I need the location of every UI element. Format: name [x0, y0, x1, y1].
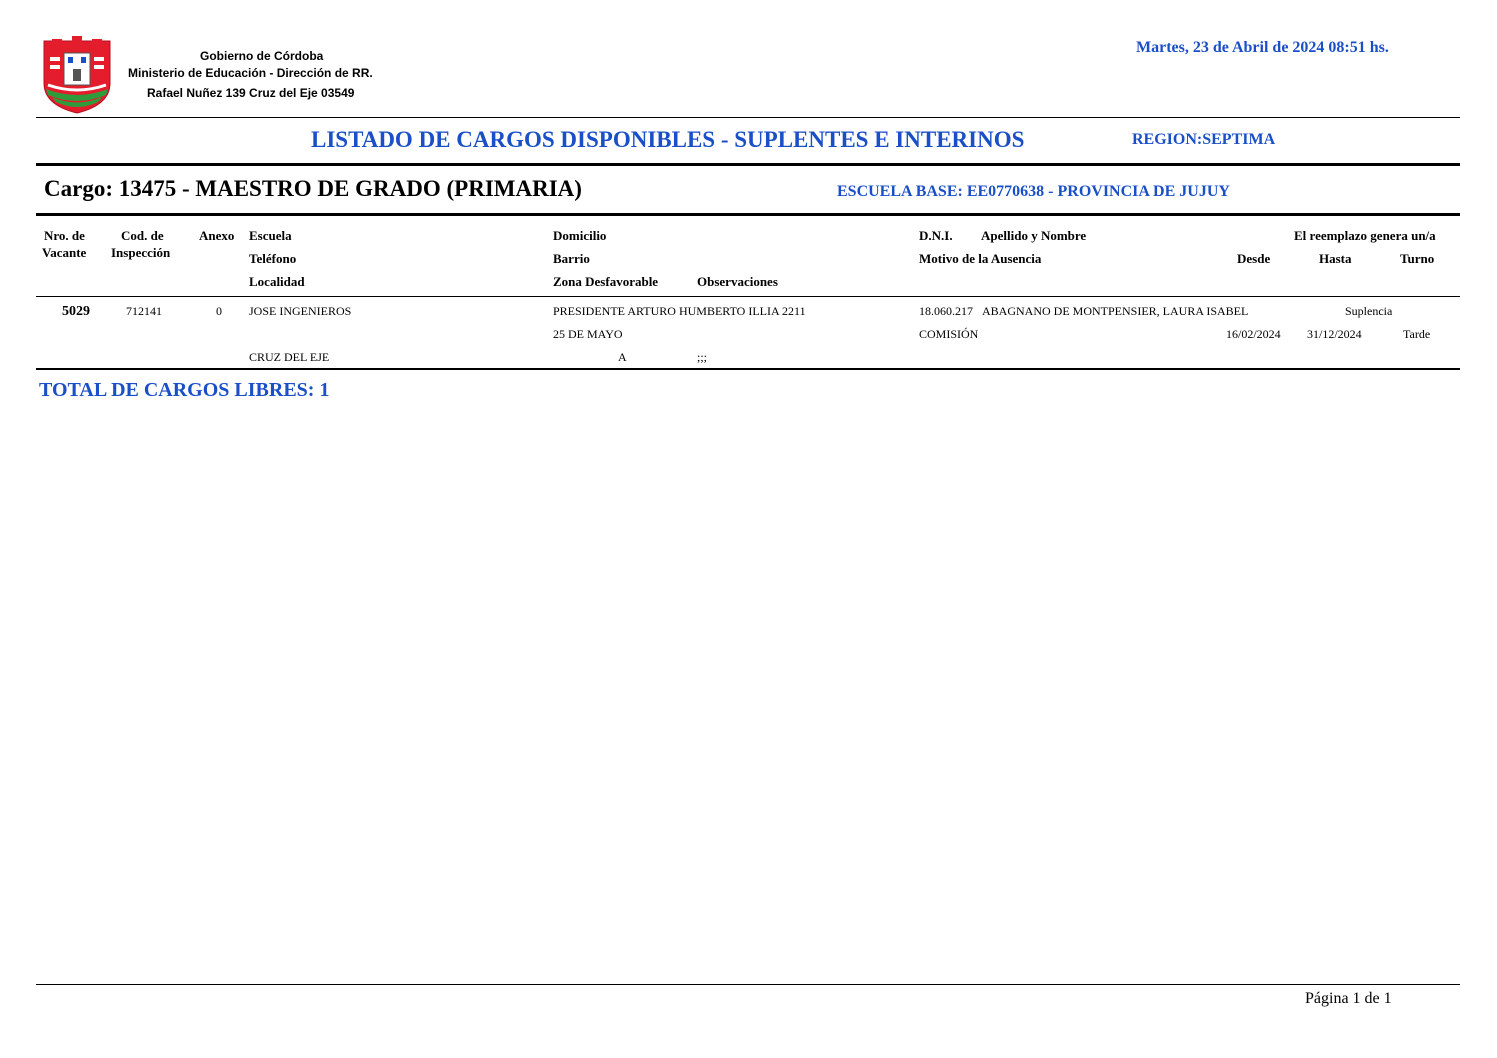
row-escuela: JOSE INGENIEROS — [249, 304, 352, 318]
row-turno: Tarde — [1403, 327, 1431, 341]
title-divider — [36, 163, 1460, 166]
cordoba-coat-of-arms-logo — [38, 35, 116, 115]
col-hasta: Hasta — [1319, 251, 1352, 266]
col-barrio: Barrio — [553, 251, 590, 266]
cargo-value: 13475 - MAESTRO DE GRADO (PRIMARIA) — [118, 176, 582, 201]
row-nro: 5029 — [62, 304, 90, 319]
total-label: TOTAL DE CARGOS LIBRES: — [39, 379, 315, 401]
total-value: 1 — [319, 379, 330, 401]
escuela-base: ESCUELA BASE: EE0770638 - PROVINCIA DE JUJUY — [837, 183, 1230, 200]
page-number: Página 1 de 1 — [1305, 990, 1392, 1007]
col-dni: D.N.I. — [919, 228, 953, 243]
total-cargos — [39, 379, 329, 402]
report-title: LISTADO DE CARGOS DISPONIBLES - SUPLENTES E INTERINOS — [311, 127, 1025, 152]
row-cod: 712141 — [126, 304, 162, 318]
col-domicilio: Domicilio — [553, 228, 607, 243]
columns-divider — [36, 296, 1460, 297]
row-motivo: COMISIÓN — [919, 327, 979, 341]
row-observaciones: ;;; — [697, 350, 708, 364]
cargo-divider — [36, 213, 1460, 216]
row-barrio: 25 DE MAYO — [553, 327, 623, 341]
col-escuela: Escuela — [249, 228, 292, 243]
col-nro-l1: Nro. de — [44, 228, 85, 243]
org-line-2: Ministerio de Educación - Dirección de RR. — [128, 66, 373, 80]
table-bottom-divider — [36, 368, 1460, 370]
col-anexo: Anexo — [199, 228, 235, 243]
cargo-heading — [44, 176, 582, 202]
row-anexo: 0 — [216, 304, 222, 318]
row-domicilio: PRESIDENTE ARTURO HUMBERTO ILLIA 2211 — [553, 304, 806, 318]
org-line-1: Gobierno de Córdoba — [200, 49, 324, 63]
col-cod-l1: Cod. de — [121, 228, 164, 243]
col-apellido: Apellido y Nombre — [981, 228, 1087, 243]
col-observaciones: Observaciones — [697, 274, 778, 289]
col-cod-l2: Inspección — [111, 245, 171, 260]
col-reemplazo: El reemplazo genera un/a — [1294, 228, 1436, 243]
row-apellido: ABAGNANO DE MONTPENSIER, LAURA ISABEL — [982, 304, 1249, 318]
footer-divider — [36, 984, 1460, 985]
region-label: REGION:SEPTIMA — [1132, 131, 1276, 148]
col-nro-l2: Vacante — [42, 245, 87, 260]
row-desde: 16/02/2024 — [1226, 327, 1281, 341]
report-datetime: Martes, 23 de Abril de 2024 08:51 hs. — [1136, 39, 1389, 56]
cargo-label: Cargo: — [44, 176, 113, 201]
col-motivo: Motivo de la Ausencia — [919, 251, 1042, 266]
header-divider — [36, 117, 1460, 118]
col-localidad: Localidad — [249, 274, 305, 289]
col-turno: Turno — [1400, 251, 1435, 266]
col-telefono: Teléfono — [249, 251, 297, 266]
row-localidad: CRUZ DEL EJE — [249, 350, 330, 364]
row-reemplazo: Suplencia — [1345, 304, 1393, 318]
row-hasta: 31/12/2024 — [1307, 327, 1362, 341]
col-desde: Desde — [1237, 251, 1271, 266]
row-dni: 18.060.217 — [919, 304, 973, 318]
col-zona: Zona Desfavorable — [553, 274, 659, 289]
org-line-3: Rafael Nuñez 139 Cruz del Eje 03549 — [147, 86, 355, 100]
row-zona: A — [618, 350, 627, 364]
